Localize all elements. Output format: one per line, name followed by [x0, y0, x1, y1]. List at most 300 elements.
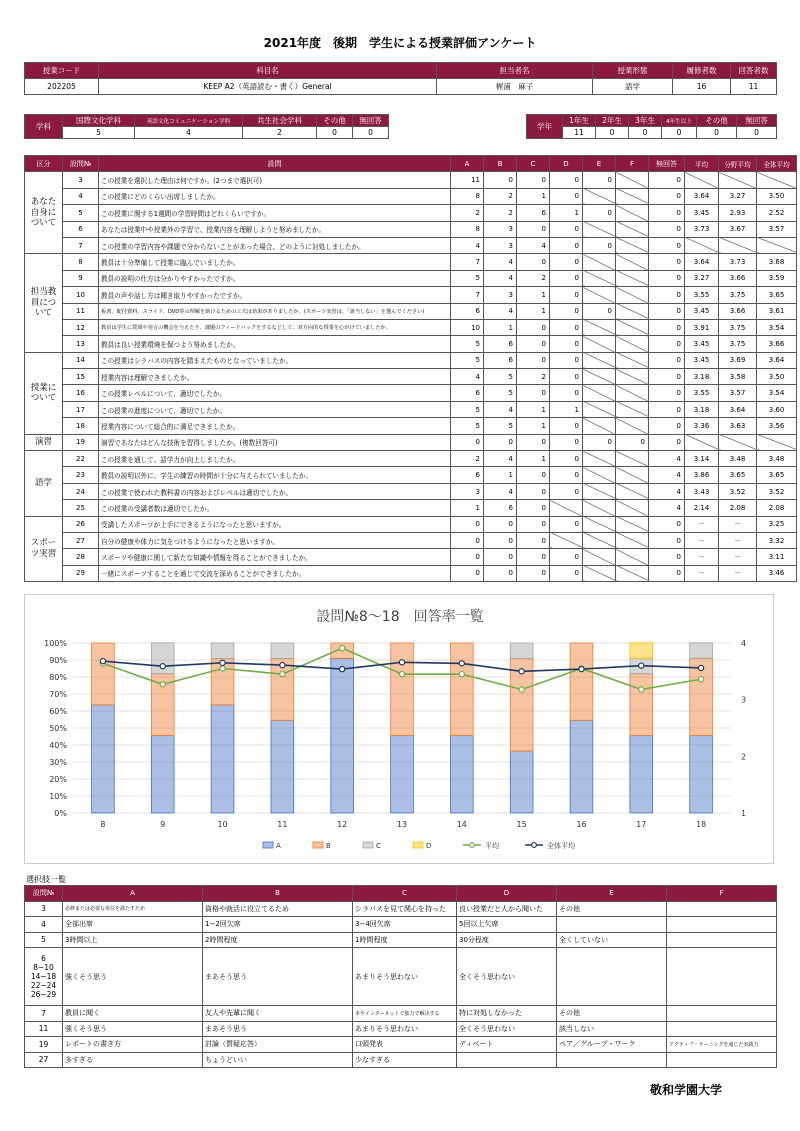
question-col-header: 設問	[99, 156, 451, 172]
score-avg: 3.55	[685, 287, 719, 303]
answer-count-d: 0	[550, 237, 583, 253]
choice-question-number-line: 14−18	[30, 972, 57, 981]
choice-row	[25, 948, 777, 1006]
legend-label: D	[426, 842, 432, 850]
question-number: 10	[63, 287, 99, 303]
bar-segment-A	[630, 736, 653, 813]
bar-segment-C	[271, 643, 294, 658]
year-header: その他	[697, 115, 737, 127]
score-avg: 3.45	[685, 303, 719, 319]
answer-count-c: 0	[517, 549, 550, 565]
choice-col-header: B	[203, 886, 353, 902]
answer-count-f	[616, 172, 649, 188]
choice-f	[667, 932, 777, 948]
score-avg: 3.27	[685, 270, 719, 286]
answer-count-b: 3	[484, 287, 517, 303]
bar-segment-C	[510, 643, 533, 658]
page-title: 2021年度 後期 学生による授業評価アンケート	[263, 36, 537, 50]
question-number: 5	[63, 205, 99, 221]
line-point	[399, 672, 404, 677]
score-avg: 3.64	[685, 188, 719, 204]
answer-count-e	[583, 287, 616, 303]
score-avg: 3.64	[685, 254, 719, 270]
no-answer-count: 0	[649, 434, 685, 450]
answer-count-d	[550, 500, 583, 516]
answer-count-c: 0	[517, 352, 550, 368]
answer-count-f	[616, 483, 649, 499]
answer-count-f	[616, 188, 649, 204]
choice-d: 全くそう思わない	[457, 948, 557, 1006]
answer-count-b: 6	[484, 336, 517, 352]
x-tick-label: 15	[516, 820, 527, 829]
question-col-header: F	[616, 156, 649, 172]
answer-count-f	[616, 254, 649, 270]
question-text: 授業内容について総合的に満足できましたか。	[99, 418, 451, 434]
score-all: 3.59	[757, 270, 797, 286]
question-number: 19	[63, 434, 99, 450]
score-field: －	[719, 516, 757, 532]
legend-swatch	[313, 842, 323, 848]
choice-row	[25, 1037, 777, 1053]
choice-question-number	[25, 948, 63, 1006]
bar-segment-C	[690, 643, 713, 658]
answer-count-d: 0	[550, 483, 583, 499]
question-number: 22	[63, 451, 99, 467]
line-point	[220, 660, 225, 665]
question-row	[25, 237, 797, 253]
question-row	[25, 467, 797, 483]
answer-count-a: 6	[451, 385, 484, 401]
answer-count-f	[616, 287, 649, 303]
course-info-table	[24, 62, 777, 95]
no-answer-count: 0	[649, 254, 685, 270]
answer-count-a: 6	[451, 303, 484, 319]
score-all: 3.65	[757, 467, 797, 483]
no-answer-count: 0	[649, 336, 685, 352]
line-point	[459, 661, 464, 666]
enrolled-count: 16	[673, 79, 731, 95]
score-field: 3.64	[719, 401, 757, 417]
answer-count-a: 3	[451, 483, 484, 499]
score-field: －	[719, 532, 757, 548]
answer-count-c: 0	[517, 385, 550, 401]
question-row	[25, 532, 797, 548]
score-all: 3.54	[757, 319, 797, 335]
choice-d: ディベート	[457, 1037, 557, 1053]
y-tick-label: 100%	[44, 639, 67, 648]
answer-count-b: 5	[484, 369, 517, 385]
no-answer-count: 0	[649, 287, 685, 303]
question-row	[25, 221, 797, 237]
score-avg: 3.43	[685, 483, 719, 499]
answer-count-e	[583, 336, 616, 352]
y-tick-label: 50%	[49, 724, 67, 733]
answer-count-d: 0	[550, 516, 583, 532]
legend-label: B	[326, 842, 331, 850]
question-number: 13	[63, 336, 99, 352]
answer-count-d: 0	[550, 188, 583, 204]
no-answer-count: 0	[649, 401, 685, 417]
question-number: 15	[63, 369, 99, 385]
answer-count-b: 3	[484, 221, 517, 237]
answer-count-e: 0	[583, 205, 616, 221]
score-field	[719, 172, 757, 188]
x-tick-label: 10	[217, 820, 228, 829]
legend-label: 平均	[485, 842, 499, 850]
dept-value: 4	[135, 127, 243, 139]
answer-count-c: 0	[517, 319, 550, 335]
question-row	[25, 483, 797, 499]
course-code: 202205	[25, 79, 99, 95]
answer-count-f	[616, 303, 649, 319]
question-table	[24, 155, 797, 582]
category-label: 担当教員について	[25, 254, 63, 352]
score-field: 3.63	[719, 418, 757, 434]
answer-count-a: 5	[451, 401, 484, 417]
year-value: 0	[662, 127, 697, 139]
no-answer-count: 0	[649, 303, 685, 319]
choice-f	[667, 917, 777, 933]
score-avg: －	[685, 549, 719, 565]
y-tick-label: 40%	[49, 741, 67, 750]
no-answer-count: 4	[649, 467, 685, 483]
year-value: 0	[596, 127, 629, 139]
score-all: 3.54	[757, 385, 797, 401]
legend-swatch	[263, 842, 273, 848]
choice-a: 多すぎる	[63, 1052, 203, 1068]
answer-count-b: 4	[484, 303, 517, 319]
answer-count-f	[616, 336, 649, 352]
answer-count-d: 0	[550, 352, 583, 368]
choice-question-number	[25, 1052, 63, 1068]
question-row	[25, 270, 797, 286]
answer-count-a: 6	[451, 467, 484, 483]
question-number: 14	[63, 352, 99, 368]
score-field	[719, 434, 757, 450]
category-label: スポーツ実習	[25, 516, 63, 582]
choice-f	[667, 1052, 777, 1068]
chart-title: 設問№8～18 回答率一覧	[316, 609, 484, 625]
score-all	[757, 434, 797, 450]
answer-count-c: 1	[517, 287, 550, 303]
choice-d: 特に対処しなかった	[457, 1006, 557, 1022]
legend-marker	[470, 843, 475, 848]
choice-e: ペア／グループ・ワーク	[557, 1037, 667, 1053]
choice-question-number-line: 7	[41, 1008, 46, 1018]
dept-value: 0	[317, 127, 353, 139]
score-field: 3.48	[719, 451, 757, 467]
score-all: 3.57	[757, 221, 797, 237]
y-tick-label: 20%	[49, 775, 67, 784]
choice-b: 1−2回欠席	[203, 917, 353, 933]
score-avg: 3.45	[685, 336, 719, 352]
answer-count-f: 0	[616, 434, 649, 450]
response-rate-chart	[24, 594, 774, 864]
score-field: －	[719, 565, 757, 581]
choice-question-number-line: 5	[41, 935, 46, 945]
answer-count-a: 1	[451, 500, 484, 516]
answer-count-b: 0	[484, 565, 517, 581]
score-all: 3.64	[757, 352, 797, 368]
answer-count-f	[616, 500, 649, 516]
answer-count-b: 2	[484, 188, 517, 204]
question-text: 演習であなたはどんな技術を習得しましたか。(複数回答可)	[99, 434, 451, 450]
answer-count-a: 8	[451, 188, 484, 204]
question-number: 17	[63, 401, 99, 417]
question-number: 11	[63, 303, 99, 319]
score-field: 3.66	[719, 270, 757, 286]
answer-count-b: 2	[484, 205, 517, 221]
choice-row	[25, 901, 777, 917]
question-number: 4	[63, 188, 99, 204]
choice-col-header: F	[667, 886, 777, 902]
question-row	[25, 418, 797, 434]
choice-question-number-line: 19	[38, 1039, 49, 1049]
no-answer-count: 0	[649, 565, 685, 581]
question-text: 教員の説明の仕方は分かりやすかったですか。	[99, 270, 451, 286]
answer-count-c: 1	[517, 188, 550, 204]
choice-row	[25, 932, 777, 948]
course-name-header: 科目名	[99, 63, 437, 79]
bar-segment-B	[391, 643, 414, 736]
score-all: 3.50	[757, 188, 797, 204]
choice-e	[557, 917, 667, 933]
score-avg: 3.18	[685, 401, 719, 417]
legend-marker	[532, 843, 537, 848]
dept-value: 0	[353, 127, 389, 139]
choice-c: あまりそう思わない	[353, 948, 457, 1006]
legend-swatch	[363, 842, 373, 848]
choice-c: 3−4回欠席	[353, 917, 457, 933]
line-point	[519, 669, 524, 674]
course-code-header: 授業コード	[25, 63, 99, 79]
line-point	[280, 672, 285, 677]
score-field: 3.75	[719, 336, 757, 352]
question-number: 18	[63, 418, 99, 434]
question-number: 3	[63, 172, 99, 188]
answer-count-f	[616, 516, 649, 532]
question-col-header: 設問№	[63, 156, 99, 172]
choice-f	[667, 1006, 777, 1022]
question-number: 8	[63, 254, 99, 270]
answer-count-f	[616, 549, 649, 565]
answer-count-a: 0	[451, 434, 484, 450]
score-field: －	[719, 549, 757, 565]
answer-count-b: 4	[484, 254, 517, 270]
choice-col-header: D	[457, 886, 557, 902]
bar-segment-A	[510, 751, 533, 813]
no-answer-count: 0	[649, 270, 685, 286]
answer-count-d: 0	[550, 451, 583, 467]
score-field: 3.27	[719, 188, 757, 204]
choice-b: 2時間程度	[203, 932, 353, 948]
question-number: 27	[63, 532, 99, 548]
choice-b: ちょうどいい	[203, 1052, 353, 1068]
choice-a: 3時間以上	[63, 932, 203, 948]
answer-count-d: 0	[550, 565, 583, 581]
question-text: 教員の声や話し方は聞き取りやすかったですか。	[99, 287, 451, 303]
answer-count-b: 6	[484, 352, 517, 368]
answer-count-a: 5	[451, 352, 484, 368]
format-header: 授業形態	[593, 63, 673, 79]
choice-b: まあそう思う	[203, 948, 353, 1006]
score-field: 3.67	[719, 221, 757, 237]
answer-count-c: 4	[517, 237, 550, 253]
line-point	[459, 672, 464, 677]
answer-count-e	[583, 516, 616, 532]
choice-question-number-line: 27	[38, 1055, 49, 1065]
score-field	[719, 237, 757, 253]
answer-count-c: 0	[517, 172, 550, 188]
choice-e: 全くしていない	[557, 932, 667, 948]
question-col-header: E	[583, 156, 616, 172]
answer-count-d: 0	[550, 467, 583, 483]
line-point	[160, 682, 165, 687]
answer-count-e	[583, 532, 616, 548]
x-tick-label: 8	[100, 820, 106, 829]
question-number: 16	[63, 385, 99, 401]
question-row	[25, 287, 797, 303]
answer-count-f	[616, 385, 649, 401]
score-all: 2.08	[757, 500, 797, 516]
answer-count-b: 4	[484, 451, 517, 467]
bar-segment-A	[92, 705, 115, 813]
year-value: 11	[563, 127, 596, 139]
choice-question-number-line: 8−10	[33, 963, 54, 972]
answer-count-f	[616, 467, 649, 483]
x-tick-label: 18	[695, 820, 707, 829]
answer-count-e	[583, 385, 616, 401]
no-answer-count: 0	[649, 549, 685, 565]
no-answer-count: 0	[649, 237, 685, 253]
answer-count-c: 0	[517, 221, 550, 237]
question-text: あなたは授業中や授業外の学習で、授業内容を理解しようと努めましたか。	[99, 221, 451, 237]
x-tick-label: 13	[396, 820, 408, 829]
answer-count-f	[616, 205, 649, 221]
question-number: 26	[63, 516, 99, 532]
y2-tick-label: 3	[741, 695, 747, 705]
choice-e	[557, 1052, 667, 1068]
answer-count-b: 0	[484, 532, 517, 548]
choice-question-number	[25, 1021, 63, 1037]
score-field: 3.69	[719, 352, 757, 368]
question-row	[25, 319, 797, 335]
question-text: この授業はシラバスの内容を踏まえたものとなっていましたか。	[99, 352, 451, 368]
answer-count-c: 0	[517, 336, 550, 352]
answer-count-e	[583, 451, 616, 467]
answer-count-a: 5	[451, 418, 484, 434]
answer-count-a: 11	[451, 172, 484, 188]
choice-question-number	[25, 901, 63, 917]
answer-count-a: 2	[451, 205, 484, 221]
line-point	[340, 666, 345, 671]
choice-question-number	[25, 1006, 63, 1022]
question-text: この授業を選択した理由は何ですか。(2つまで選択可)	[99, 172, 451, 188]
score-all: 3.66	[757, 336, 797, 352]
score-field: 3.75	[719, 319, 757, 335]
score-field: 2.08	[719, 500, 757, 516]
answer-count-c: 1	[517, 451, 550, 467]
answer-count-b: 0	[484, 549, 517, 565]
line-point	[639, 663, 644, 668]
year-header: 1年生	[563, 115, 596, 127]
choice-a: 全部出席	[63, 917, 203, 933]
choice-row	[25, 1006, 777, 1022]
answer-count-b: 4	[484, 483, 517, 499]
bar-segment-B	[92, 643, 115, 705]
question-row	[25, 336, 797, 352]
x-tick-label: 11	[277, 820, 288, 829]
bar-segment-A	[271, 720, 294, 813]
answer-count-a: 5	[451, 336, 484, 352]
no-answer-count: 0	[649, 385, 685, 401]
category-label: 授業について	[25, 352, 63, 434]
question-text: この授業の学習内容や課題で分からないことがあった場合、どのように対処しましたか。	[99, 237, 451, 253]
bar-segment-A	[450, 736, 473, 813]
answer-count-e	[583, 352, 616, 368]
answer-count-e	[583, 401, 616, 417]
score-avg	[685, 434, 719, 450]
chart-legend	[263, 841, 575, 850]
score-avg: 3.36	[685, 418, 719, 434]
bar-segment-B	[570, 643, 593, 720]
line-point	[340, 646, 345, 651]
year-header: 無回答	[737, 115, 777, 127]
answer-count-e	[583, 319, 616, 335]
score-avg: 3.73	[685, 221, 719, 237]
answer-count-c: 2	[517, 369, 550, 385]
answer-count-b: 0	[484, 172, 517, 188]
answer-count-e	[583, 188, 616, 204]
no-answer-count: 0	[649, 532, 685, 548]
y2-tick-label: 4	[741, 639, 747, 648]
answer-count-d: 0	[550, 287, 583, 303]
score-avg: 3.18	[685, 369, 719, 385]
answer-count-e	[583, 483, 616, 499]
answer-count-d: 0	[550, 418, 583, 434]
question-col-header: A	[451, 156, 484, 172]
choice-c: 本やインターネットで独力で解決する	[353, 1006, 457, 1022]
score-all: 2.52	[757, 205, 797, 221]
choice-d: 全くそう思わない	[457, 1021, 557, 1037]
score-all: 3.32	[757, 532, 797, 548]
course-name: KEEP A2（英語読む・書く）General	[99, 79, 437, 95]
choice-c: シラバスを見て関心を持った	[353, 901, 457, 917]
answer-count-c: 0	[517, 483, 550, 499]
score-all: 3.68	[757, 254, 797, 270]
question-text: この授業にどのくらい出席しましたか。	[99, 188, 451, 204]
answer-count-c: 0	[517, 516, 550, 532]
answer-count-c: 6	[517, 205, 550, 221]
question-row	[25, 385, 797, 401]
question-text: 一緒にスポーツすることを通じて交流を深めることができましたか。	[99, 565, 451, 581]
choice-question-number	[25, 932, 63, 948]
bar-segment-D	[630, 643, 653, 658]
answer-count-d: 0	[550, 336, 583, 352]
answer-count-f	[616, 401, 649, 417]
question-number: 23	[63, 467, 99, 483]
choice-b: 討論（質疑応答）	[203, 1037, 353, 1053]
question-text: 受講したスポーツが上手にできるようになったと思いますか。	[99, 516, 451, 532]
score-avg: －	[685, 565, 719, 581]
choice-question-number-line: 11	[38, 1024, 49, 1034]
answer-count-a: 7	[451, 254, 484, 270]
answer-count-e	[583, 369, 616, 385]
answer-count-a: 5	[451, 270, 484, 286]
choice-d: 5回以上欠席	[457, 917, 557, 933]
question-number: 12	[63, 319, 99, 335]
choice-d: 良い授業だと人から聞いた	[457, 901, 557, 917]
